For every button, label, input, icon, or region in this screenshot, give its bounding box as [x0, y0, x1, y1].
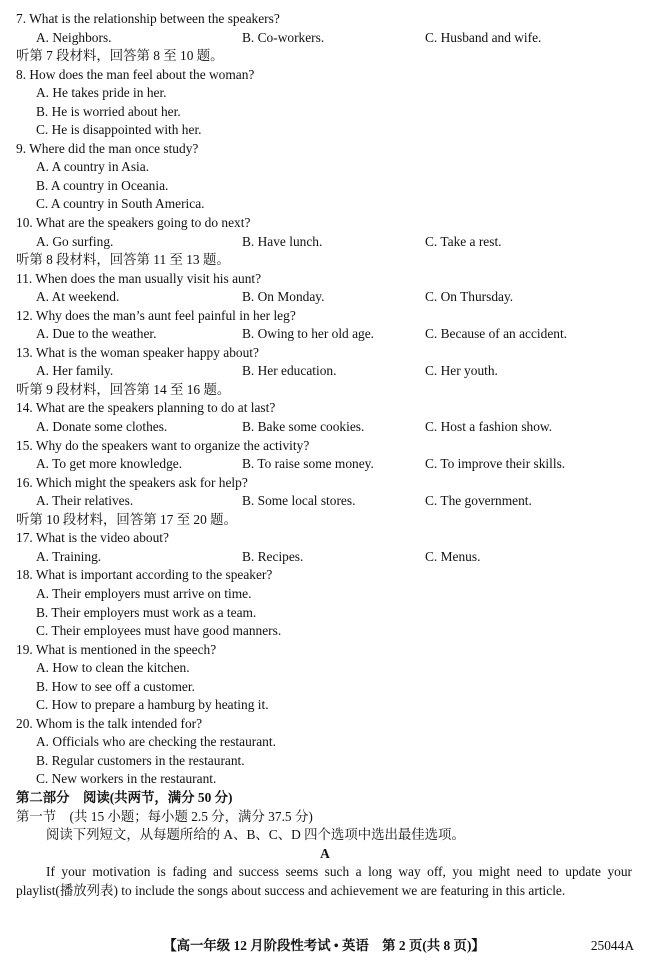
option-row	[16, 418, 634, 437]
answer-option: B. Regular customers in the restaurant.	[36, 752, 245, 768]
answer-option: A. Due to the weather.	[36, 326, 157, 342]
answer-option: C. Take a rest.	[425, 233, 502, 249]
answer-option: B. On Monday.	[242, 289, 325, 305]
answer-option: B. Their employers must work as a team.	[36, 604, 257, 620]
answer-option: B. Bake some cookies.	[242, 419, 365, 435]
option-row	[16, 548, 634, 567]
exam-content	[16, 10, 634, 863]
answer-option: B. Have lunch.	[242, 233, 323, 249]
listening-instruction: 听第 10 段材料，回答第 17 至 20 题。	[16, 511, 237, 527]
answer-option: B. Owing to her old age.	[242, 326, 375, 342]
answer-option: A. Her family.	[36, 363, 114, 379]
question: 13. What is the woman speaker happy about?	[16, 344, 259, 360]
answer-option: C. Her youth.	[425, 363, 498, 379]
question: 7. What is the relationship between the speakers?	[16, 11, 280, 26]
question: 19. What is mentioned in the speech?	[16, 641, 217, 657]
footer-code: 25044A	[590, 938, 634, 953]
answer-option: A. To get more knowledge.	[36, 456, 183, 472]
answer-option: A. Their employers must arrive on time.	[36, 585, 252, 601]
answer-option: B. Recipes.	[242, 548, 304, 564]
section-heading: 第二部分 阅读(共两节，满分 50 分)	[16, 789, 233, 805]
footer-title: 【高一年级 12 月阶段性考试 • 英语 第 2 页(共 8 页)】	[163, 938, 485, 953]
answer-option: C. A country in South America.	[36, 196, 205, 212]
answer-option: C. The government.	[425, 493, 532, 509]
question: 18. What is important according to the speaker?	[16, 567, 273, 583]
answer-option: B. A country in Oceania.	[36, 177, 169, 193]
question: 16. Which might the speakers ask for help?	[16, 474, 248, 490]
listening-instruction: 听第 8 段材料，回答第 11 至 13 题。	[16, 252, 230, 268]
answer-option: B. Some local stores.	[242, 493, 356, 509]
reading-instruction: 阅读下列短文，从每题所给的 A、B、C、D 四个选项中选出最佳选项。	[46, 827, 465, 843]
answer-option: B. Co-workers.	[242, 29, 325, 45]
answer-option: A. Training.	[36, 548, 102, 564]
option-row	[16, 233, 634, 252]
answer-option: C. Husband and wife.	[425, 29, 542, 45]
question: 15. Why do the speakers want to organize the activity?	[16, 437, 310, 453]
answer-option: C. To improve their skills.	[425, 456, 566, 472]
option-row	[16, 455, 634, 474]
answer-option: B. How to see off a customer.	[36, 678, 195, 694]
answer-option: A. He takes pride in her.	[36, 85, 167, 101]
question: 11. When does the man usually visit his aunt?	[16, 270, 262, 286]
option-row	[16, 325, 634, 344]
question: 12. Why does the man’s aunt feel painful in her leg?	[16, 307, 296, 323]
answer-option: A. Neighbors.	[36, 29, 112, 45]
page-footer	[0, 936, 648, 956]
answer-option: B. Her education.	[242, 363, 337, 379]
option-row	[16, 362, 634, 381]
reading-passage-a: If your motivation is fading and success seems such a long way off, you might need to update your playlist(播放列表) to include the songs about success and achievement we are featuring in this article.	[16, 864, 632, 898]
answer-option: B. He is worried about her.	[36, 103, 181, 119]
answer-option: C. Because of an accident.	[425, 326, 568, 342]
question: 10. What are the speakers going to do next?	[16, 215, 251, 231]
question: 20. Whom is the talk intended for?	[16, 715, 203, 731]
answer-option: C. Host a fashion show.	[425, 419, 553, 435]
answer-option: A. Donate some clothes.	[36, 419, 168, 435]
question: 9. Where did the man once study?	[16, 140, 199, 156]
answer-option: C. On Thursday.	[425, 289, 514, 305]
listening-instruction: 听第 9 段材料，回答第 14 至 16 题。	[16, 381, 231, 397]
answer-option: C. He is disappointed with her.	[36, 122, 202, 138]
question: 14. What are the speakers planning to do at last?	[16, 400, 276, 416]
answer-option: C. Their employees must have good manners.	[36, 623, 282, 639]
answer-option: A. How to clean the kitchen.	[36, 660, 190, 676]
listening-instruction: 听第 7 段材料，回答第 8 至 10 题。	[16, 48, 224, 64]
question: 8. How does the man feel about the woman?	[16, 66, 255, 82]
answer-option: A. Go surfing.	[36, 233, 114, 249]
subsection-heading: 第一节 (共 15 小题；每小题 2.5 分，满分 37.5 分)	[16, 808, 313, 824]
passage-label: A	[320, 845, 330, 861]
answer-option: C. New workers in the restaurant.	[36, 771, 217, 787]
answer-option: B. To raise some money.	[242, 456, 374, 472]
answer-option: A. Officials who are checking the restaurant.	[36, 734, 276, 750]
answer-option: A. At weekend.	[36, 289, 120, 305]
option-row	[16, 288, 634, 307]
answer-option: A. Their relatives.	[36, 493, 134, 509]
answer-option: C. How to prepare a hamburg by heating it.	[36, 697, 269, 713]
question: 17. What is the video about?	[16, 530, 169, 546]
answer-option: C. Menus.	[425, 548, 481, 564]
option-row	[16, 492, 634, 511]
answer-option: A. A country in Asia.	[36, 159, 150, 175]
option-row	[16, 29, 634, 48]
